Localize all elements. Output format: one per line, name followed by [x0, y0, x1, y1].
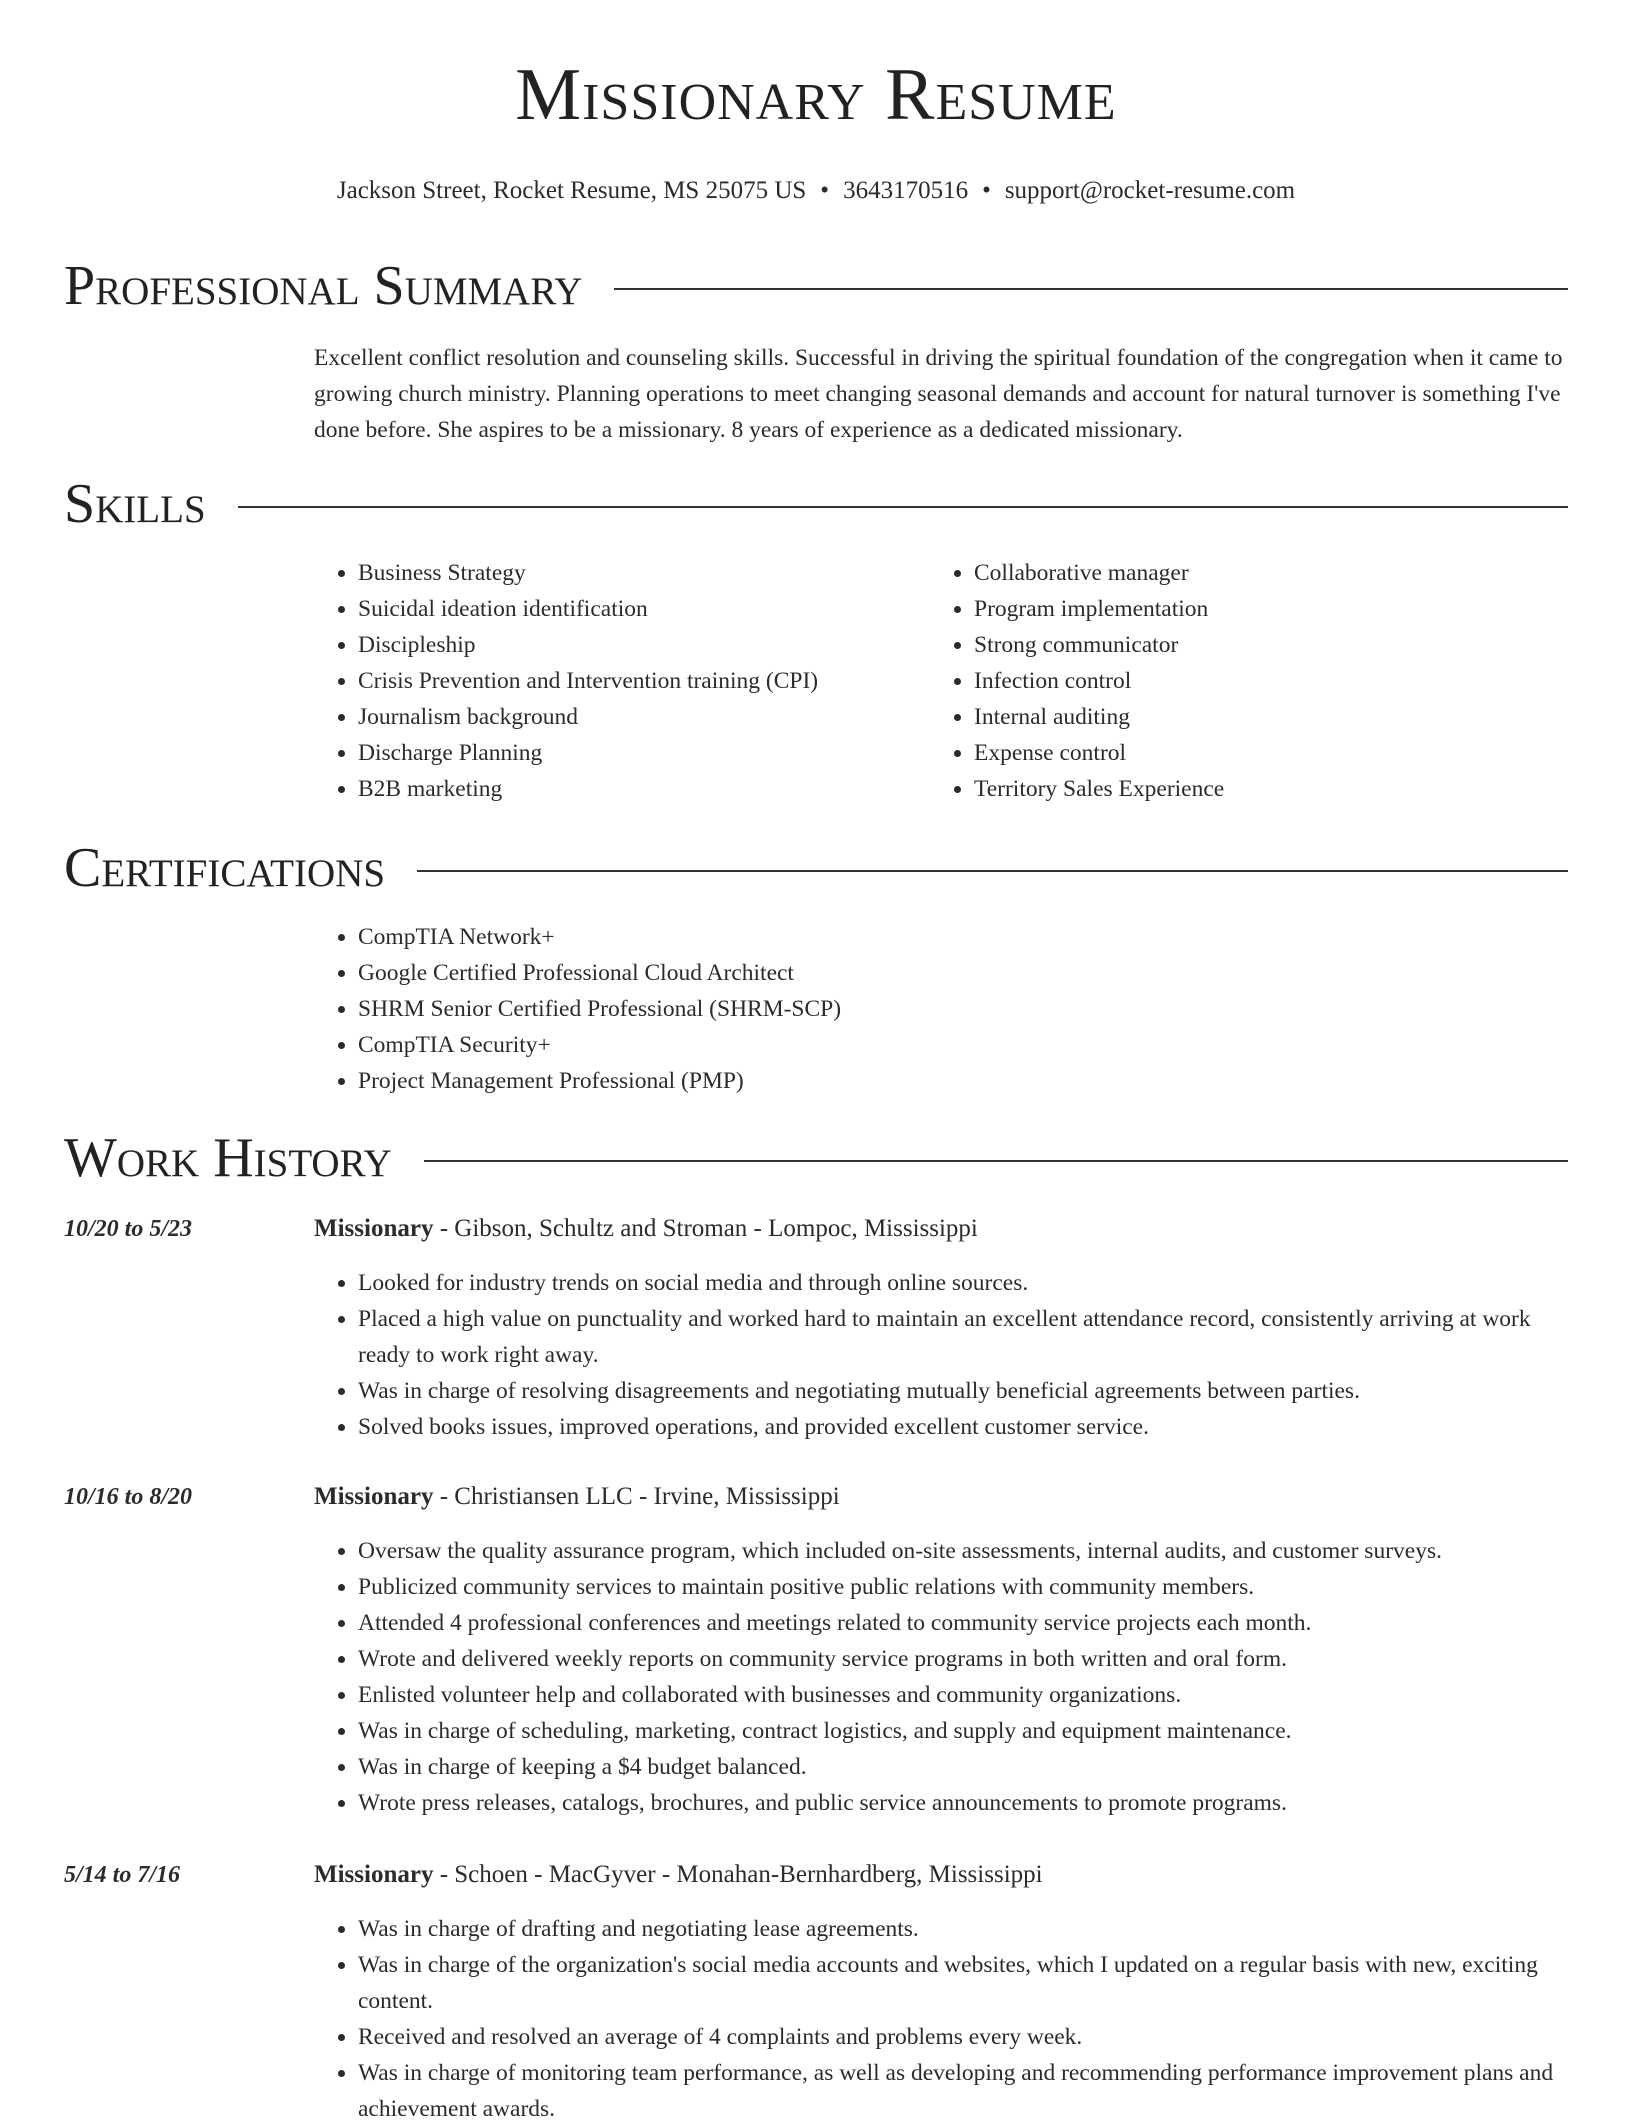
- job-title-line: [314, 1211, 1568, 1247]
- job-bullets: [314, 1265, 1568, 1445]
- job-bullet-item: • Solved books issues, improved operations, and provided excellent customer service.: [358, 1409, 1568, 1445]
- job-dates: 10/16 to 8/20: [64, 1484, 193, 1510]
- job-bullet-item: • Placed a high value on punctuality and worked hard to maintain an excellent attendance record, consistently arriving at work ready to work right away.: [358, 1301, 1568, 1373]
- job-bullet-item: • Wrote press releases, catalogs, brochures, and public service announcements to promote programs.: [358, 1785, 1568, 1821]
- skills-list: [930, 555, 1530, 807]
- summary-heading: Professional Summary: [64, 255, 583, 317]
- certification-item: • SHRM Senior Certified Professional (SHRM-SCP): [358, 991, 1214, 1027]
- job-bullet-item: • Was in charge of resolving disagreements and negotiating mutually beneficial agreements between parties.: [358, 1373, 1568, 1409]
- job-role: Missionary: [314, 1483, 434, 1510]
- skill-item: • Discharge Planning: [358, 735, 874, 771]
- job-bullet-item: • Enlisted volunteer help and collaborated with businesses and community organizations.: [358, 1677, 1568, 1713]
- job-bullet-item: • Oversaw the quality assurance program, which included on-site assessments, internal audits, and customer surveys.: [358, 1533, 1568, 1569]
- certification-item: • CompTIA Network+: [358, 919, 1214, 955]
- job-bullet-item: • Was in charge of the organization's social media accounts and websites, which I updated on a regular basis with new, exciting content.: [358, 1947, 1568, 2019]
- certification-item: • Google Certified Professional Cloud Architect: [358, 955, 1214, 991]
- resume-title: Missionary Resume: [515, 54, 1117, 136]
- skill-item: • Strong communicator: [974, 627, 1530, 663]
- skills-column-left: [314, 555, 874, 807]
- section-divider: [424, 1160, 1568, 1162]
- job-bullet-item: • Received and resolved an average of 4 complaints and problems every week.: [358, 2019, 1568, 2055]
- job-bullet-list: [314, 1911, 1568, 2127]
- skill-item: • Crisis Prevention and Intervention training (CPI): [358, 663, 874, 699]
- section-divider: [417, 870, 1568, 872]
- job-title-line: [314, 1479, 1568, 1515]
- job-bullet-item: • Was in charge of monitoring team performance, as well as developing and recommending performance improvement plans and achievement awards.: [358, 2055, 1568, 2127]
- job-bullet-item: • Was in charge of keeping a $4 budget balanced.: [358, 1749, 1568, 1785]
- skill-item: • Journalism background: [358, 699, 874, 735]
- job-bullet-list: [314, 1265, 1568, 1445]
- job-bullet-list: [314, 1533, 1568, 1821]
- job-dates: 5/14 to 7/16: [64, 1862, 181, 1888]
- skill-item: • Discipleship: [358, 627, 874, 663]
- skill-item: • Internal auditing: [974, 699, 1530, 735]
- certifications-list: [314, 919, 1214, 1099]
- skills-list: [314, 555, 874, 807]
- job-bullet-item: • Wrote and delivered weekly reports on community service programs in both written and oral form.: [358, 1641, 1568, 1677]
- section-divider: [238, 506, 1568, 508]
- job-bullet-item: • Looked for industry trends on social media and through online sources.: [358, 1265, 1568, 1301]
- certifications-block: [314, 919, 1214, 1099]
- contact-email[interactable]: support@rocket-resume.com: [1004, 177, 1296, 204]
- contact-separator: •: [982, 177, 991, 204]
- contact-phone: 3643170516: [843, 177, 969, 204]
- certification-item: • Project Management Professional (PMP): [358, 1063, 1214, 1099]
- skills-heading: Skills: [64, 473, 206, 535]
- skill-item: • Territory Sales Experience: [974, 771, 1530, 807]
- skills-section-header: [64, 473, 1568, 535]
- section-divider: [614, 288, 1568, 290]
- job-role: Missionary: [314, 1861, 434, 1888]
- skill-item: • Collaborative manager: [974, 555, 1530, 591]
- summary-section-header: [64, 255, 1568, 317]
- work-section-header: [64, 1127, 1568, 1189]
- job-role: Missionary: [314, 1215, 434, 1242]
- summary-text: Excellent conflict resolution and counseling skills. Successful in driving the spiritual foundation of the congregation when it came to growing church ministry. Planning operations to meet changing seasonal demands and account for natural turnover is something I've done before. She aspires to be a missionary. 8 years of experience as a dedicated missionary.: [314, 345, 1563, 443]
- job-dates: 10/20 to 5/23: [64, 1216, 193, 1242]
- job-bullet-item: • Was in charge of scheduling, marketing, contract logistics, and supply and equipment maintenance.: [358, 1713, 1568, 1749]
- skill-item: • Suicidal ideation identification: [358, 591, 874, 627]
- skills-column-right: [930, 555, 1530, 807]
- job-employer: - Christiansen LLC - Irvine, Mississippi: [433, 1483, 840, 1510]
- job-bullets: [314, 1533, 1568, 1821]
- certification-item: • CompTIA Security+: [358, 1027, 1214, 1063]
- job-employer: - Gibson, Schultz and Stroman - Lompoc, Mississippi: [433, 1215, 978, 1242]
- job-employer: - Schoen - MacGyver - Monahan-Bernhardberg, Mississippi: [433, 1861, 1043, 1888]
- job-bullet-item: • Attended 4 professional conferences and meetings related to community service projects each month.: [358, 1605, 1568, 1641]
- contact-address: Jackson Street, Rocket Resume, MS 25075 US: [336, 177, 807, 204]
- skill-item: • Infection control: [974, 663, 1530, 699]
- job-bullets: [314, 1911, 1568, 2127]
- job-bullet-item: • Publicized community services to maintain positive public relations with community members.: [358, 1569, 1568, 1605]
- skill-item: • B2B marketing: [358, 771, 874, 807]
- job-bullet-item: • Was in charge of drafting and negotiating lease agreements.: [358, 1911, 1568, 1947]
- contact-line: [0, 176, 1632, 206]
- skill-item: • Business Strategy: [358, 555, 874, 591]
- skill-item: • Expense control: [974, 735, 1530, 771]
- contact-separator: •: [820, 177, 830, 204]
- job-title-line: [314, 1857, 1568, 1893]
- work-heading: Work History: [64, 1127, 392, 1189]
- skill-item: • Program implementation: [974, 591, 1530, 627]
- certifications-heading: Certifications: [64, 837, 386, 899]
- certifications-section-header: [64, 837, 1568, 899]
